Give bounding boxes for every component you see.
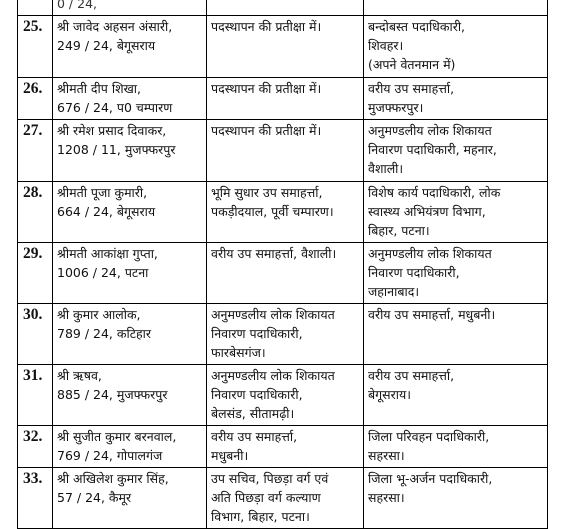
new-posting-cell	[364, 120, 548, 182]
current-posting-cell	[207, 182, 364, 243]
current-posting-line: निवारण पदाधिकारी,	[211, 387, 303, 402]
officer-name-line: श्री जावेद अहसन अंसारी,	[57, 19, 173, 34]
officer-name-cell	[53, 120, 207, 182]
current-posting-line: पदस्थापन की प्रतीक्षा में।	[211, 123, 322, 138]
officer-name-line: 769 / 24, गोपालगंज	[57, 448, 163, 463]
current-posting-cell	[207, 16, 364, 78]
new-posting-line: जिला परिवहन पदाधिकारी,	[368, 429, 490, 444]
current-posting-cell	[207, 426, 364, 468]
serial-number: 32.	[18, 426, 53, 468]
table-row	[18, 365, 548, 426]
table-row	[18, 243, 548, 304]
current-posting-line: मधुबनी।	[211, 448, 249, 463]
table-row	[18, 0, 548, 16]
serial-number: 26.	[18, 78, 53, 120]
table-row	[18, 78, 548, 120]
serial-number: 31.	[18, 365, 53, 426]
current-posting-line: विभाग, बिहार, पटना।	[211, 509, 310, 524]
officer-name-line: श्री रमेश प्रसाद दिवाकर,	[57, 123, 167, 138]
current-posting-cell	[207, 0, 364, 16]
current-posting-cell	[207, 304, 364, 365]
table-row	[18, 16, 548, 78]
current-posting-line: पदस्थापन की प्रतीक्षा में।	[211, 19, 322, 34]
new-posting-cell	[364, 182, 548, 243]
current-posting-line: फारबेसगंज।	[211, 345, 266, 360]
officer-name-cell	[53, 304, 207, 365]
current-posting-line: बेलसंड, सीतामढ़ी।	[211, 406, 295, 421]
new-posting-line: सहरसा।	[368, 490, 405, 505]
officer-name-line: श्रीमती पूजा कुमारी,	[57, 185, 148, 200]
serial-number: 29.	[18, 243, 53, 304]
table-row	[18, 426, 548, 468]
current-posting-line: पदस्थापन की प्रतीक्षा में।	[211, 81, 322, 96]
new-posting-cell	[364, 243, 548, 304]
officer-name-line: श्रीमती आकांक्षा गुप्ता,	[57, 246, 158, 261]
new-posting-cell	[364, 426, 548, 468]
table-row	[18, 120, 548, 182]
officer-name-line: 1208 / 11, मुजफ्फरपुर	[57, 142, 176, 157]
officer-name-line: श्री ऋषव,	[57, 368, 102, 383]
officer-name-line: श्री सुजीत कुमार बरनवाल,	[57, 429, 177, 444]
new-posting-line: बन्दोबस्त पदाधिकारी,	[368, 19, 466, 34]
new-posting-line: वैशाली।	[368, 161, 404, 176]
serial-number: 28.	[18, 182, 53, 243]
new-posting-line: अनुमण्डलीय लोक शिकायत	[368, 123, 492, 138]
officer-name-line: 885 / 24, मुजफ्फरपुर	[57, 387, 168, 402]
new-posting-line: मुजफ्फरपुर।	[368, 100, 424, 115]
new-posting-line: जिला भू-अर्जन पदाधिकारी,	[368, 471, 493, 486]
serial-number: 27.	[18, 120, 53, 182]
serial-number: 25.	[18, 16, 53, 78]
current-posting-cell	[207, 468, 364, 529]
officer-name-line: 1006 / 24, पटना	[57, 265, 149, 280]
new-posting-cell	[364, 0, 548, 16]
table-row	[18, 304, 548, 365]
table-body	[18, 0, 548, 529]
new-posting-line: निवारण पदाधिकारी,	[368, 265, 460, 280]
current-posting-cell	[207, 365, 364, 426]
officer-name-cell	[53, 243, 207, 304]
new-posting-line: जहानाबाद।	[368, 284, 420, 299]
current-posting-line: भूमि सुधार उप समाहर्त्ता,	[211, 185, 323, 200]
current-posting-cell	[207, 78, 364, 120]
current-posting-line: निवारण पदाधिकारी,	[211, 326, 303, 341]
current-posting-line: अनुमण्डलीय लोक शिकायत	[211, 307, 335, 322]
serial-number: 33.	[18, 468, 53, 529]
current-posting-line: अनुमण्डलीय लोक शिकायत	[211, 368, 335, 383]
officer-name-line: 676 / 24, प0 चम्पारण	[57, 100, 173, 115]
new-posting-line: बेगूसराय।	[368, 387, 411, 402]
new-posting-cell	[364, 304, 548, 365]
new-posting-line: विशेष कार्य पदाधिकारी, लोक	[368, 185, 501, 200]
officer-name-cell	[53, 0, 207, 16]
current-posting-line: पकड़ीदयाल, पूर्वी चम्पारण।	[211, 204, 334, 219]
new-posting-line: वरीय उप समाहर्त्ता, मधुबनी।	[368, 307, 496, 322]
officer-name-cell	[53, 16, 207, 78]
new-posting-cell	[364, 16, 548, 78]
table-row	[18, 182, 548, 243]
serial-number	[18, 0, 53, 16]
officer-name-line: 664 / 24, बेगूसराय	[57, 204, 156, 219]
officer-name-line: 0 / 24,	[57, 0, 97, 11]
officer-name-cell	[53, 78, 207, 120]
officer-name-line: श्री कुमार आलोक,	[57, 307, 141, 322]
posting-order-table	[17, 0, 548, 529]
new-posting-line: (अपने वेतनमान में)	[368, 57, 456, 72]
new-posting-cell	[364, 468, 548, 529]
officer-name-line: 57 / 24, कैमूर	[57, 490, 132, 505]
new-posting-line: सहरसा।	[368, 448, 405, 463]
table-row	[18, 468, 548, 529]
current-posting-line: वरीय उप समाहर्त्ता, वैशाली।	[211, 246, 337, 261]
new-posting-line: अनुमण्डलीय लोक शिकायत	[368, 246, 492, 261]
current-posting-cell	[207, 243, 364, 304]
current-posting-line: वरीय उप समाहर्त्ता,	[211, 429, 298, 444]
new-posting-line: स्वास्थ्य अभियंत्रण विभाग,	[368, 204, 486, 219]
current-posting-cell	[207, 120, 364, 182]
officer-name-cell	[53, 365, 207, 426]
officer-name-line: 249 / 24, बेगूसराय	[57, 38, 156, 53]
new-posting-line: बिहार, पटना।	[368, 223, 430, 238]
new-posting-cell	[364, 365, 548, 426]
officer-name-cell	[53, 426, 207, 468]
current-posting-line: अति पिछड़ा वर्ग कल्याण	[211, 490, 321, 505]
new-posting-line: वरीय उप समाहर्त्ता,	[368, 81, 455, 96]
officer-name-line: श्री अखिलेश कुमार सिंह,	[57, 471, 169, 486]
new-posting-line: वरीय उप समाहर्त्ता,	[368, 368, 455, 383]
new-posting-line: निवारण पदाधिकारी, महनार,	[368, 142, 497, 157]
officer-name-line: श्रीमती दीप शिखा,	[57, 81, 142, 96]
current-posting-line: उप सचिव, पिछड़ा वर्ग एवं	[211, 471, 329, 486]
officer-name-cell	[53, 182, 207, 243]
new-posting-line: शिवहर।	[368, 38, 404, 53]
officer-name-line: 789 / 24, कटिहार	[57, 326, 151, 341]
officer-name-cell	[53, 468, 207, 529]
serial-number: 30.	[18, 304, 53, 365]
new-posting-cell	[364, 78, 548, 120]
